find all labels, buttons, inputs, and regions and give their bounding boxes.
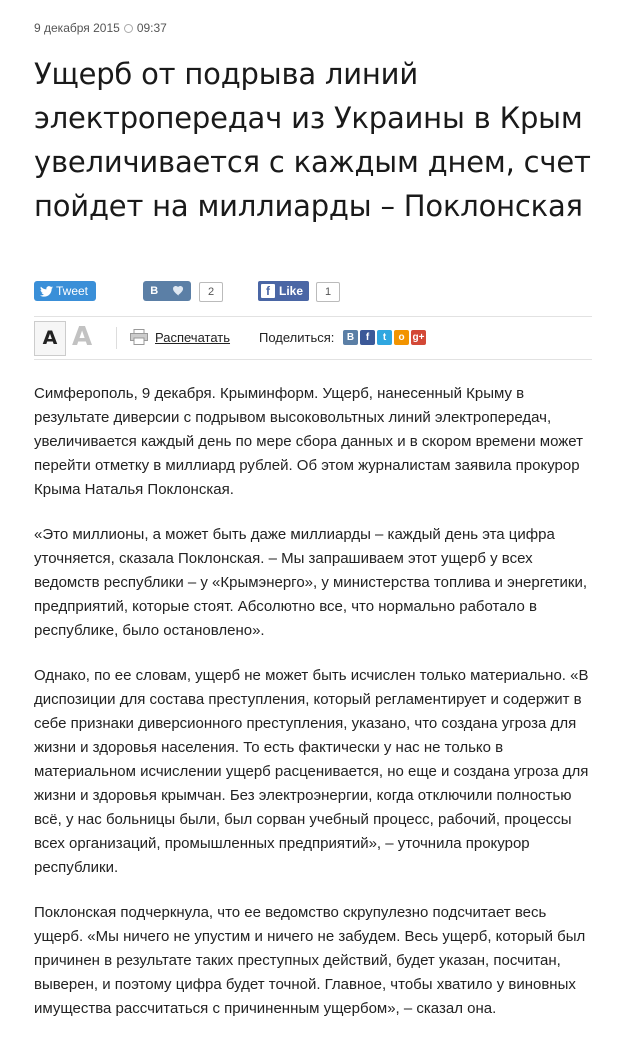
facebook-like-label: Like bbox=[279, 284, 304, 298]
article-paragraph: Поклонская подчеркнула, что ее ведомство скрупулезно подсчитает весь ущерб. «Мы ничего не упустим и ничего не забудем. Весь ущерб, который был причинен в результате таких преступных действий, будет указан, посчитан, выверен, и поэтому цифра будет точной. Главное, чтобы хватило у виновных имущества рассчитаться с причиненным ущербом», – сказал она. bbox=[34, 904, 586, 1017]
print-link[interactable]: Распечатать bbox=[155, 330, 231, 345]
article-body bbox=[34, 382, 599, 1042]
facebook-icon[interactable]: f bbox=[360, 330, 375, 345]
vk-logo-icon: B bbox=[150, 285, 159, 297]
tweet-button[interactable] bbox=[34, 281, 96, 301]
clock-icon bbox=[124, 24, 133, 33]
article-meta bbox=[34, 21, 167, 35]
tweet-label: Tweet bbox=[56, 284, 89, 298]
vk-like-button[interactable] bbox=[143, 281, 191, 301]
publish-time: 09:37 bbox=[136, 21, 167, 35]
twitter-icon[interactable]: t bbox=[377, 330, 392, 345]
vk-icon[interactable]: B bbox=[343, 330, 358, 345]
vk-like-count: 2 bbox=[199, 282, 223, 302]
article-paragraph: «Это миллионы, а может быть даже миллиарды – каждый день эта цифра уточняется, сказала Поклонская. – Мы запрашиваем этот ущерб у всех ведомств республики – у «Крымэнерго», у министерства топлива и энергетики, предприятий, которые стоят. Абсолютно все, что нормально работало в республике, было остановлено». bbox=[34, 526, 588, 639]
article-toolbar bbox=[34, 316, 592, 360]
font-size-small-button[interactable]: A bbox=[34, 321, 66, 356]
share-icons bbox=[343, 330, 426, 345]
publish-date: 9 декабря 2015 bbox=[34, 21, 120, 35]
share-label: Поделиться: bbox=[259, 330, 335, 345]
odnoklassniki-icon[interactable]: o bbox=[394, 330, 409, 345]
twitter-bird-icon bbox=[40, 286, 53, 297]
font-size-large-button[interactable]: A bbox=[71, 322, 93, 352]
facebook-icon: f bbox=[261, 284, 275, 298]
article-paragraph: Симферополь, 9 декабря. Крыминформ. Ущерб, нанесенный Крыму в результате диверсии с подрывом высоковольтных линий электропередач, увеличивается каждый день по мере сбора данных и в скором времени может перейти отметку в миллиард рублей. Об этом журналистам заявила прокурор Крыма Наталья Поклонская. bbox=[34, 385, 583, 498]
article-paragraph: Однако, по ее словам, ущерб не может быть исчислен только материально. «В диспозиции для состава преступления, который регламентирует и содержит в себе признаки диверсионного преступления, указано, что создана угроза для жизни и здоровья населения. То есть фактически у нас не только в материальном исчислении ущерб расценивается, но еще и создана угроза для жизни и здоровья крымчан. Без электроэнергии, когда отключили полностью всё, у нас больницы были, был сорван учебный процесс, рабочий, процессы всех организаций, промышленных предприятий», – уточнила прокурор республики. bbox=[34, 667, 589, 876]
google-plus-icon[interactable]: g+ bbox=[412, 332, 425, 343]
printer-icon[interactable] bbox=[130, 329, 148, 345]
social-buttons bbox=[0, 281, 632, 305]
toolbar-divider bbox=[116, 327, 117, 349]
facebook-like-count: 1 bbox=[316, 282, 340, 302]
heart-icon bbox=[173, 286, 184, 296]
facebook-like-button[interactable] bbox=[258, 281, 309, 301]
article-headline: Ущерб от подрыва линий электропередач из Украины в Крым увеличивается с каждым днем, счет пойдет на миллиарды – Поклонская bbox=[34, 57, 591, 223]
